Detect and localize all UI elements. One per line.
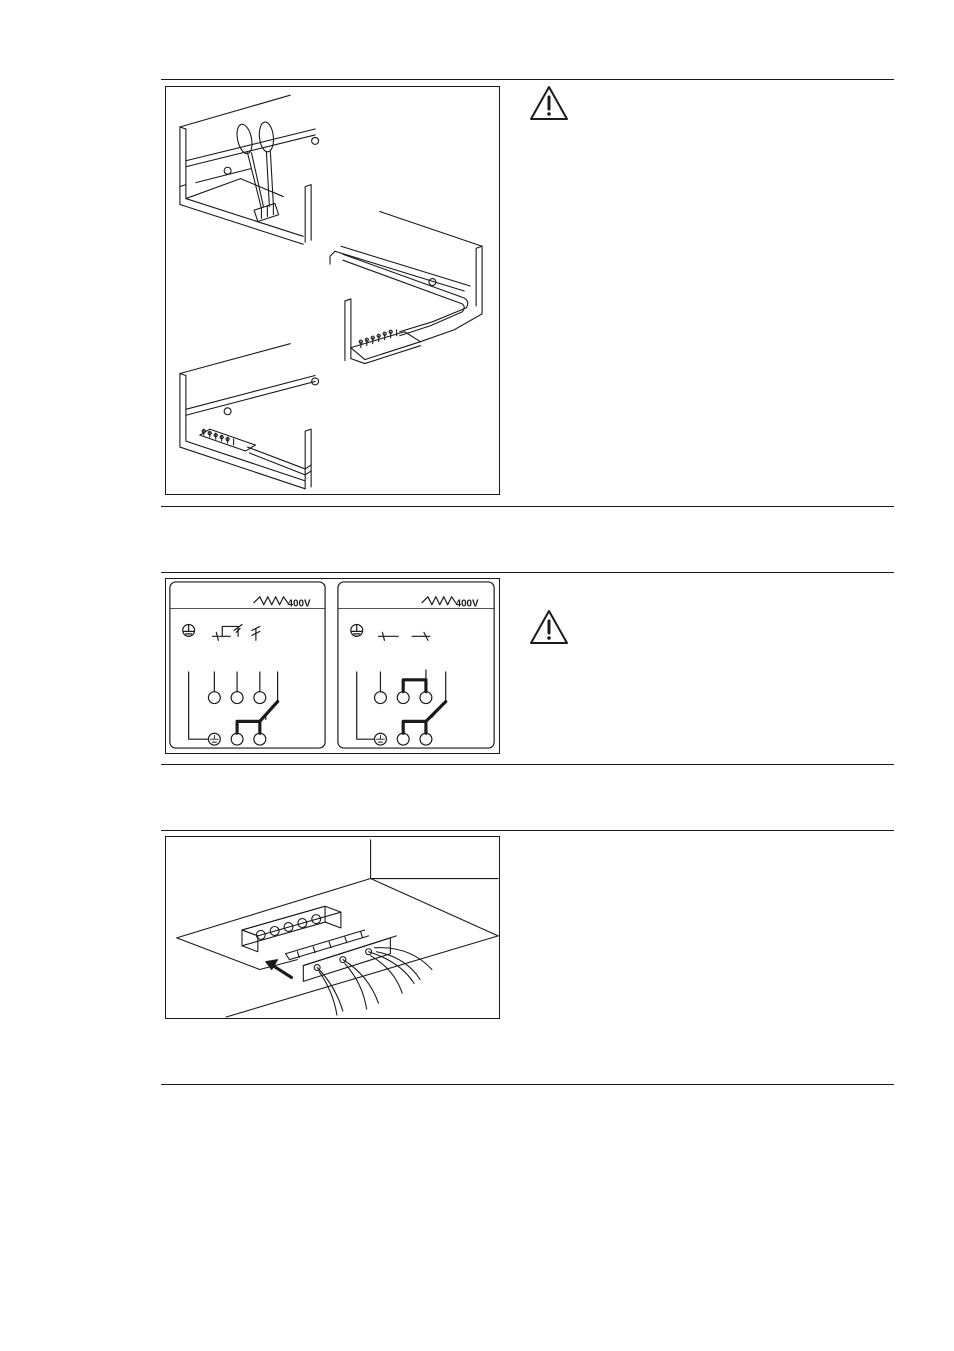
section-rule-3 — [161, 572, 894, 573]
wiring-diagram — [165, 578, 500, 754]
drawer-unit-bottom-left — [180, 344, 319, 489]
wiring-panel-right — [338, 582, 494, 748]
warning-triangle-icon — [528, 84, 570, 122]
drawer-unit-right — [330, 211, 482, 363]
wiring-panel-left — [170, 582, 325, 748]
drawer-unit-top-left — [180, 95, 319, 244]
voltage-label-right: 400V — [455, 598, 479, 610]
section-rule-2 — [161, 506, 894, 507]
voltage-label-left: 400V — [287, 598, 311, 610]
section-rule-4 — [161, 764, 894, 765]
ground-icon — [351, 624, 363, 636]
section-rule-6 — [161, 1084, 894, 1085]
ground-icon — [183, 624, 195, 636]
cable-routing-illustration — [165, 86, 500, 495]
warning-triangle-icon — [528, 608, 570, 646]
section-rule-5 — [161, 830, 894, 831]
terminal-block-illustration — [165, 836, 500, 1019]
section-rule-1 — [161, 79, 894, 80]
